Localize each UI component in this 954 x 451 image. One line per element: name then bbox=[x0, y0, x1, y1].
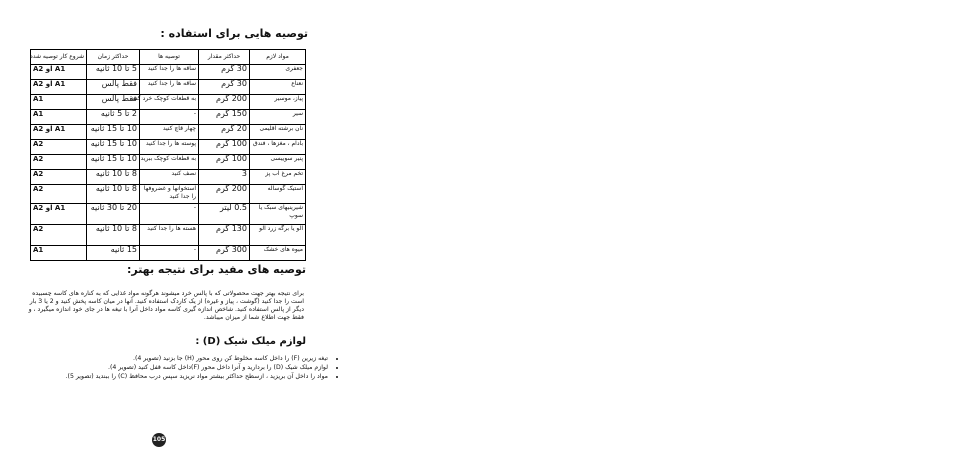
cell-recommended-start: A1 او A2 bbox=[31, 204, 87, 225]
section-title-usage-tips: توصیه هایی برای استفاده : bbox=[160, 27, 308, 40]
page-number-badge: 105 bbox=[152, 433, 166, 447]
cell-max-time: 10 تا 15 ثانیه bbox=[87, 140, 140, 155]
cell-tips: چهار قاچ کنید bbox=[140, 125, 199, 140]
cell-max-amount: 20 گرم bbox=[199, 125, 250, 140]
list-item: • تیغه زیرین (F) را داخل کاسه مخلوط کن روی محور (H) جا بزنید (تصویر 4). bbox=[28, 355, 328, 363]
cell-recommended-start: A2 bbox=[31, 225, 87, 246]
table-row bbox=[31, 155, 306, 170]
cell-max-amount: 100 گرم bbox=[199, 140, 250, 155]
cell-ingredient: تخم مرغ آب پز bbox=[249, 170, 305, 185]
cell-max-time: 8 تا 10 ثانیه bbox=[87, 170, 140, 185]
cell-ingredient: آلو یا برگه زرد آلو bbox=[249, 225, 305, 246]
cell-tips: به قطعات کوچک خرد کنید bbox=[140, 95, 199, 110]
cell-max-time: 5 تا 10 ثانیه bbox=[87, 65, 140, 80]
cell-max-amount: 130 گرم bbox=[199, 225, 250, 246]
cell-ingredient: سیر bbox=[249, 110, 305, 125]
cell-ingredient: میوه های خشک bbox=[249, 246, 305, 261]
cell-max-amount: 150 گرم bbox=[199, 110, 250, 125]
cell-recommended-start: A1 او A2 bbox=[31, 125, 87, 140]
cell-recommended-start: A2 bbox=[31, 185, 87, 204]
milkshake-instructions-list bbox=[28, 355, 342, 382]
list-item: • مواد را داخل آن بریزید ، ازسطح حداکثر بیشتر مواد نریزید سپس درب محافظ (C) را ببندید (تصویر 5). bbox=[28, 373, 328, 381]
cell-recommended-start: A1 او A2 bbox=[31, 80, 87, 95]
list-item: • لوازم میلک شیک (D) را بردارید و آنرا داخل محور (F)داخل کاسه قفل کنید (تصویر 4). bbox=[28, 364, 328, 372]
table-row bbox=[31, 170, 306, 185]
cell-max-amount: 30 گرم bbox=[199, 80, 250, 95]
cell-max-amount: 0.5 لیتر bbox=[199, 204, 250, 225]
table-row bbox=[31, 65, 306, 80]
section-title-better-results: توصیه های مفید برای نتیجه بهتر: bbox=[126, 263, 306, 276]
cell-tips: - bbox=[140, 204, 199, 225]
table-row bbox=[31, 204, 306, 225]
cell-ingredient: بادام ، مغزها ، فندق bbox=[249, 140, 305, 155]
header-tips: توصیه ها bbox=[140, 50, 199, 65]
better-results-paragraph: برای نتیجه بهتر جهت محصولاتی که با پالس خرد میشوند هرگونه مواد غذایی که به کناره های کاسه چسبیده است را جدا کنید (گوشت ، پیاز و غیره) از یک کاردک استفاده کنید. آنها در میان کاسه پخش کنید و 2 یا 3 بار دیگر از پالس استفاده کنید. شاخص اندازه گیری کاسه مواد داخل آنرا با تیغه ها در جای خود اندازه میگیرد ، و فقط جهت اطلاع شما از میزان میباشد. bbox=[28, 290, 304, 321]
cell-tips: استخوانها و غضروفها را جدا کنید bbox=[140, 185, 199, 204]
cell-max-amount: 30 گرم bbox=[199, 65, 250, 80]
cell-ingredient: جعفری bbox=[249, 65, 305, 80]
cell-tips: نصف کنید bbox=[140, 170, 199, 185]
cell-max-time: 8 تا 10 ثانیه bbox=[87, 185, 140, 204]
cell-recommended-start: A1 او A2 bbox=[31, 65, 87, 80]
header-max-time: حداکثر زمان bbox=[87, 50, 140, 65]
cell-max-time: فقط پالس bbox=[87, 95, 140, 110]
cell-max-time: 20 تا 30 ثانیه bbox=[87, 204, 140, 225]
cell-ingredient: استیک گوساله bbox=[249, 185, 305, 204]
cell-max-time: 10 تا 15 ثانیه bbox=[87, 155, 140, 170]
cell-max-amount: 300 گرم bbox=[199, 246, 250, 261]
cell-max-amount: 100 گرم bbox=[199, 155, 250, 170]
cell-max-time: 10 تا 15 ثانیه bbox=[87, 125, 140, 140]
cell-ingredient: نان برشته اقلیمی bbox=[249, 125, 305, 140]
cell-max-time: 2 تا 5 ثانیه bbox=[87, 110, 140, 125]
cell-tips: هسته ها را جدا کنید bbox=[140, 225, 199, 246]
cell-recommended-start: A2 bbox=[31, 155, 87, 170]
cell-max-time: 15 ثانیه bbox=[87, 246, 140, 261]
cell-tips: - bbox=[140, 246, 199, 261]
table-row bbox=[31, 125, 306, 140]
cell-max-amount: 3 bbox=[199, 170, 250, 185]
cell-tips: ساقه ها را جدا کنید bbox=[140, 80, 199, 95]
cell-max-time: فقط پالس bbox=[87, 80, 140, 95]
cell-max-time: 8 تا 10 ثانیه bbox=[87, 225, 140, 246]
cell-ingredient: شیرینیهای سبک یا سوپ bbox=[249, 204, 305, 225]
cell-tips: - bbox=[140, 110, 199, 125]
usage-table bbox=[30, 49, 306, 261]
header-recommended-start: شروع کار توصیه شده bbox=[31, 50, 87, 65]
cell-tips: ساقه ها را جدا کنید bbox=[140, 65, 199, 80]
cell-recommended-start: A2 bbox=[31, 170, 87, 185]
cell-recommended-start: A1 bbox=[31, 95, 87, 110]
table-row bbox=[31, 225, 306, 246]
cell-max-amount: 200 گرم bbox=[199, 185, 250, 204]
cell-ingredient: پیاز، موسیر bbox=[249, 95, 305, 110]
table-row bbox=[31, 80, 306, 95]
cell-max-amount: 200 گرم bbox=[199, 95, 250, 110]
table-row bbox=[31, 140, 306, 155]
cell-tips: به قطعات کوچک ببرید bbox=[140, 155, 199, 170]
table-row bbox=[31, 95, 306, 110]
cell-ingredient: پنیر سوییسی bbox=[249, 155, 305, 170]
table-row bbox=[31, 110, 306, 125]
table-header-row bbox=[31, 50, 306, 65]
cell-recommended-start: A1 bbox=[31, 110, 87, 125]
section-title-milkshake: لوازم میلک شیک (D) : bbox=[195, 336, 306, 347]
cell-recommended-start: A1 bbox=[31, 246, 87, 261]
cell-tips: پوسته ها را جدا کنید bbox=[140, 140, 199, 155]
cell-ingredient: نعناع bbox=[249, 80, 305, 95]
table-row bbox=[31, 185, 306, 204]
header-ingredient: مواد لازم bbox=[249, 50, 305, 65]
cell-recommended-start: A2 bbox=[31, 140, 87, 155]
header-max-amount: حداکثر مقدار bbox=[199, 50, 250, 65]
table-row bbox=[31, 246, 306, 261]
